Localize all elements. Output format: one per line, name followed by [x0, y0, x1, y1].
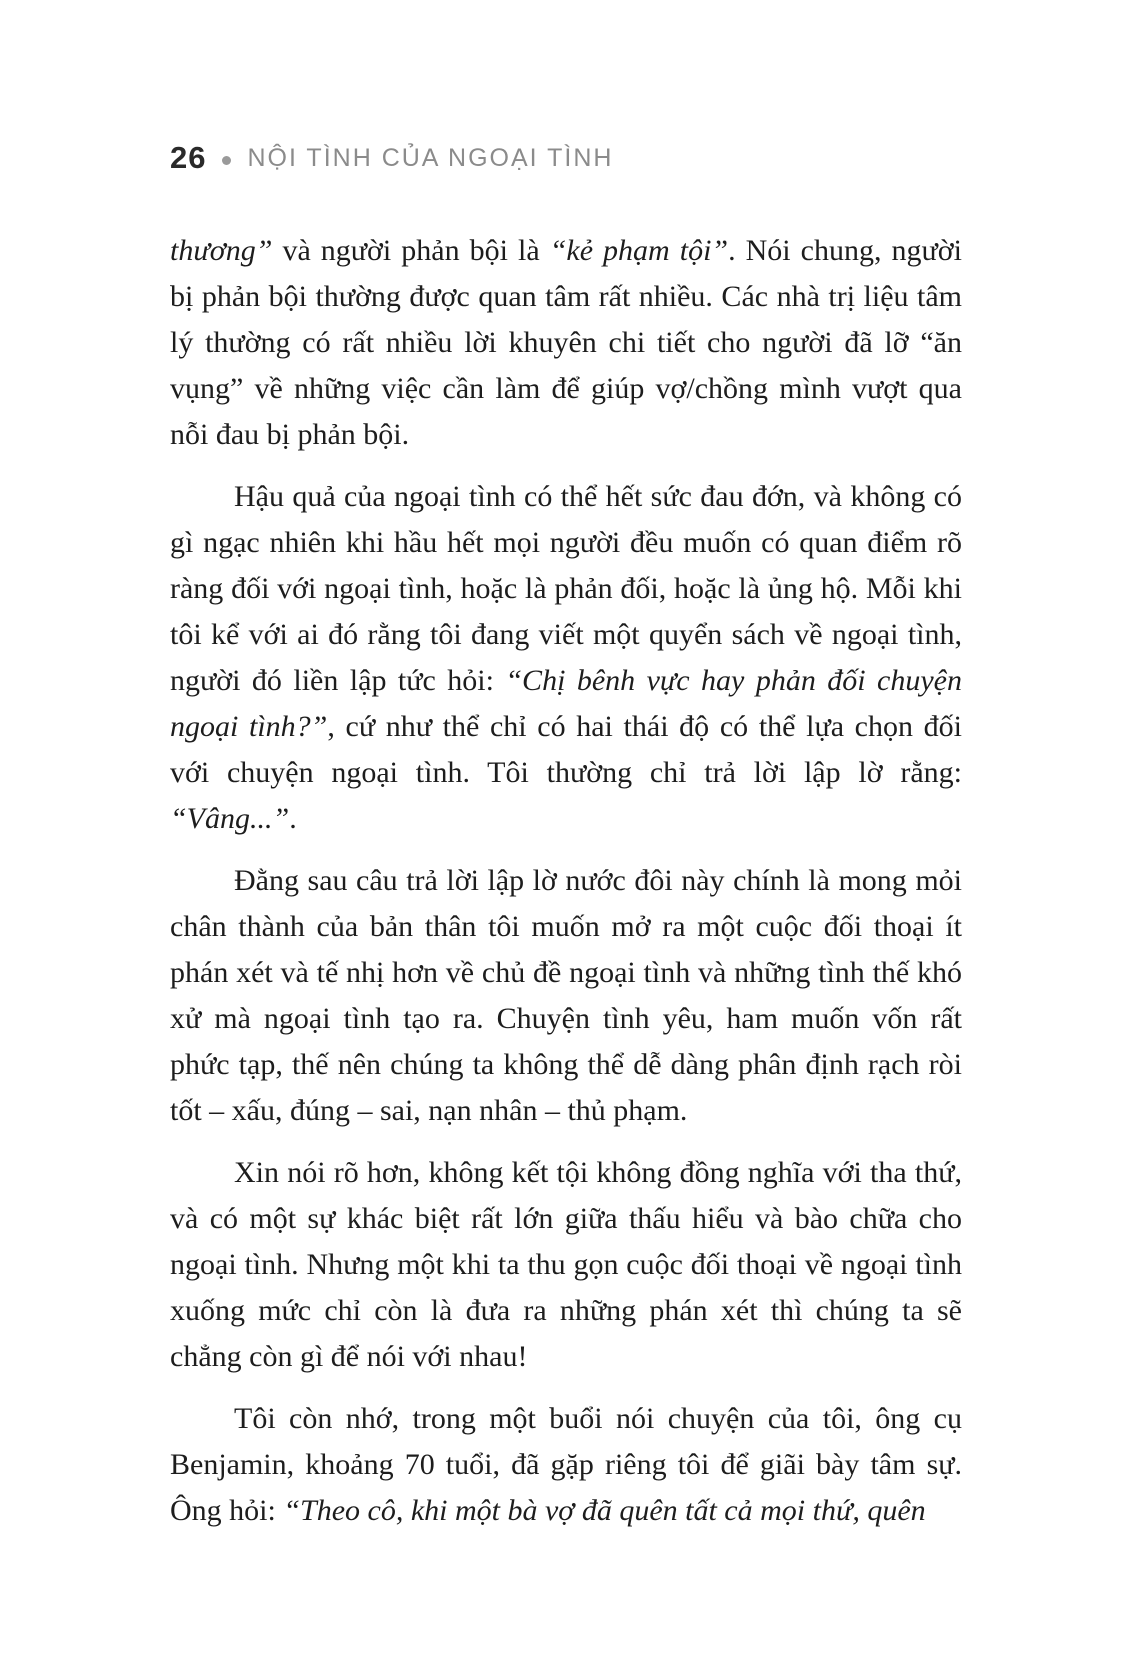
text-run: “Chị bênh vực hay phản đối chuyện ngoại tình?”: [170, 664, 962, 743]
text-run: “kẻ phạm tội”: [549, 234, 729, 267]
text-run: thương”: [170, 234, 273, 267]
text-run: Đằng sau câu trả lời lập lờ nước đôi này chính là mong mỏi chân thành của bản thân tôi muốn mở ra một cuộc đối thoại ít phán xét và tế nhị hơn về chủ đề ngoại tình và những tình thế khó xử mà ngoại tình tạo ra. Chuyện tình yêu, ham muốn vốn rất phức tạp, thế nên chúng ta không thể dễ dàng phân định rạch ròi tốt – xấu, đúng – sai, nạn nhân – thủ phạm.: [170, 864, 962, 1127]
paragraph: [170, 474, 962, 842]
page-number: 26: [170, 140, 207, 175]
text-run: Xin nói rõ hơn, không kết tội không đồng nghĩa với tha thứ, và có một sự khác biệt rất lớn giữa thấu hiểu và bào chữa cho ngoại tình. Nhưng một khi ta thu gọn cuộc đối thoại về ngoại tình xuống mức chỉ còn là đưa ra những phán xét thì chúng ta sẽ chẳng còn gì để nói với nhau!: [170, 1156, 962, 1373]
text-run: “Vâng...”: [170, 802, 290, 835]
paragraph: [170, 858, 962, 1134]
paragraph: [170, 228, 962, 458]
text-run: , cứ như thể chỉ có hai thái độ có thể lựa chọn đối với chuyện ngoại tình. Tôi thường chỉ trả lời lập lờ rằng:: [170, 710, 962, 789]
text-run: và người phản bội là: [272, 234, 550, 267]
text-run: Tôi còn nhớ, trong một buổi nói chuyện của tôi, ông cụ Benjamin, khoảng 70 tuổi, đã gặp riêng tôi để giãi bày tâm sự. Ông hỏi:: [170, 1402, 962, 1527]
page-header: [170, 140, 613, 176]
running-title: NỘI TÌNH CỦA NGOẠI TÌNH: [247, 143, 614, 172]
text-run: “Theo cô, khi một bà vợ đã quên tất cả mọi thứ, quên: [283, 1494, 926, 1527]
paragraph: [170, 1150, 962, 1380]
page-body: [170, 228, 962, 1550]
dot-separator-icon: [222, 156, 231, 165]
text-run: .: [289, 802, 297, 835]
paragraph: [170, 1396, 962, 1534]
text-run: Hậu quả của ngoại tình có thể hết sức đau đớn, và không có gì ngạc nhiên khi hầu hết mọi người đều muốn có quan điểm rõ ràng đối với ngoại tình, hoặc là phản đối, hoặc là ủng hộ. Mỗi khi tôi kể với ai đó rằng tôi đang viết một quyển sách về ngoại tình, người đó liền lập tức hỏi:: [170, 480, 962, 697]
text-run: . Nói chung, người bị phản bội thường được quan tâm rất nhiều. Các nhà trị liệu tâm lý thường có rất nhiều lời khuyên chi tiết cho người đã lỡ “ăn vụng” về những việc cần làm để giúp vợ/chồng mình vượt qua nỗi đau bị phản bội.: [170, 234, 962, 451]
